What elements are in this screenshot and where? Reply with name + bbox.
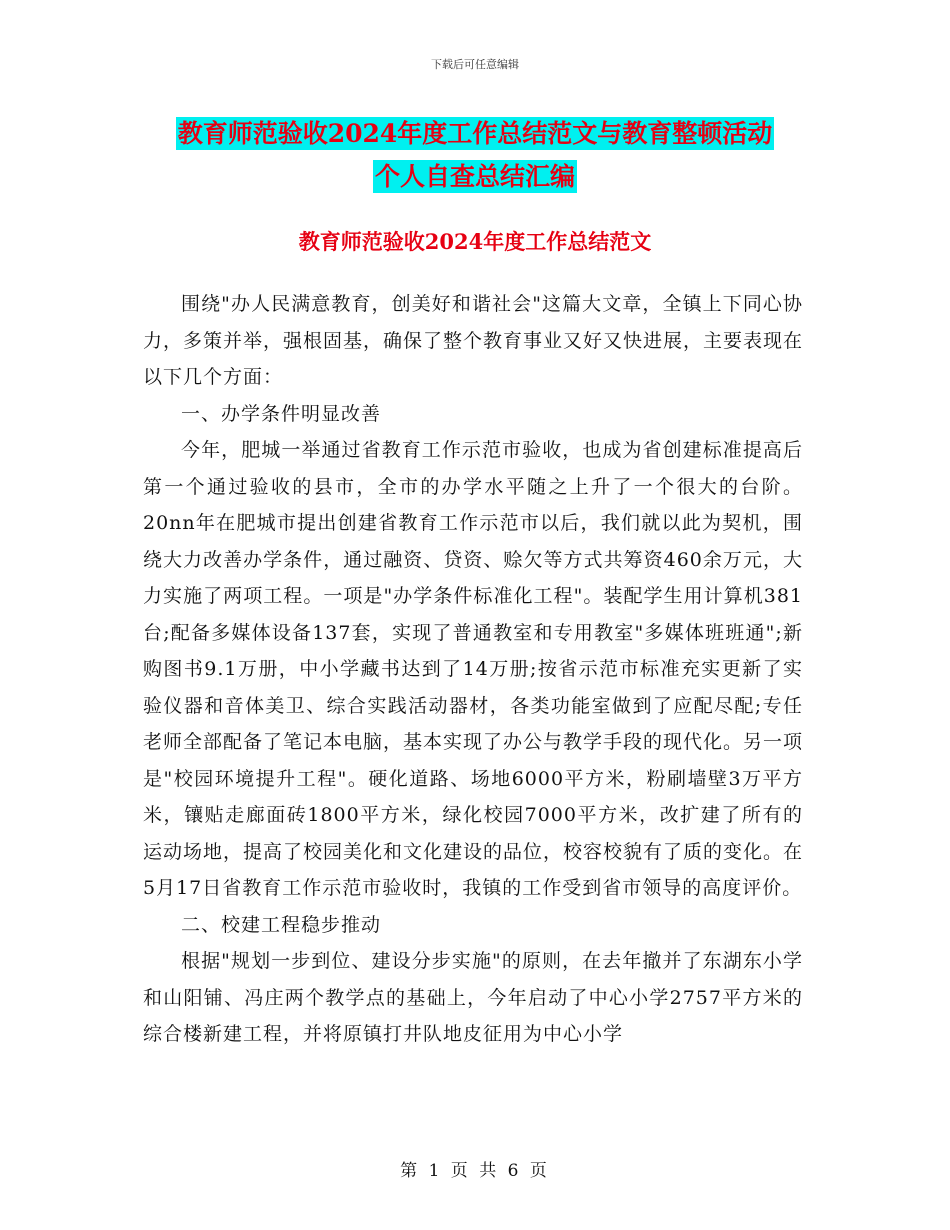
document-title-line-2-text: 个人自查总结汇编 — [374, 162, 575, 191]
section-heading: 二、校建工程稳步推动 — [181, 913, 382, 936]
document-title-line-1-text: 教育师范验收2024年度工作总结范文与教育整顿活动 — [177, 119, 773, 148]
paragraph: 围绕"办人民满意教育，创美好和谐社会"这篇大文章，全镇上下同心协力，多策并举，强根固基，确保了整个教育事业又好又快进展，主要表现在以下几个方面： — [143, 293, 804, 388]
header-note: 下载后可任意编辑 — [431, 58, 519, 71]
section-heading: 一、办学条件明显改善 — [181, 402, 382, 425]
document-title-line-2 — [0, 157, 950, 193]
page-footer: 第 1 页 共 6 页 — [400, 1161, 550, 1181]
document-body — [143, 286, 803, 1053]
paragraph: 根据"规划一步到位、建设分步实施"的原则，在去年撤并了东湖东小学和山阳铺、冯庄两个教学点的基础上，今年启动了中心小学2757平方米的综合楼新建工程，并将原镇打井队地皮征用为中心小学 — [143, 950, 803, 1045]
document-title-line-1 — [0, 114, 950, 150]
paragraph: 今年，肥城一举通过省教育工作示范市验收，也成为省创建标准提高后第一个通过验收的县市，全市的办学水平随之上升了一个很大的台阶。20nn年在肥城市提出创建省教育工作示范市以后，我们就以此为契机，围绕大力改善办学条件，通过融资、贷资、赊欠等方式共筹资460余万元，大力实施了两项工程。一项是"办学条件标准化工程"。装配学生用计算机381台;配备多媒体设备137套，实现了普通教室和专用教室"多媒体班班通";新购图书9.1万册，中小学藏书达到了14万册;按省示范市标准充实更新了实验仪器和音体美卫、综合实践活动器材，各类功能室做到了应配尽配;专任老师全部配备了笔记本电脑，基本实现了办公与教学手段的现代化。另一项是"校园环境提升工程"。硬化道路、场地6000平方米，粉刷墙壁3万平方米，镶贴走廊面砖1800平方米，绿化校园7000平方米，改扩建了所有的运动场地，提高了校园美化和文化建设的品位，校容校貌有了质的变化。在5月17日省教育工作示范市验收时，我镇的工作受到省市领导的高度评价。 — [143, 439, 804, 899]
section-title: 教育师范验收2024年度工作总结范文 — [298, 229, 652, 254]
